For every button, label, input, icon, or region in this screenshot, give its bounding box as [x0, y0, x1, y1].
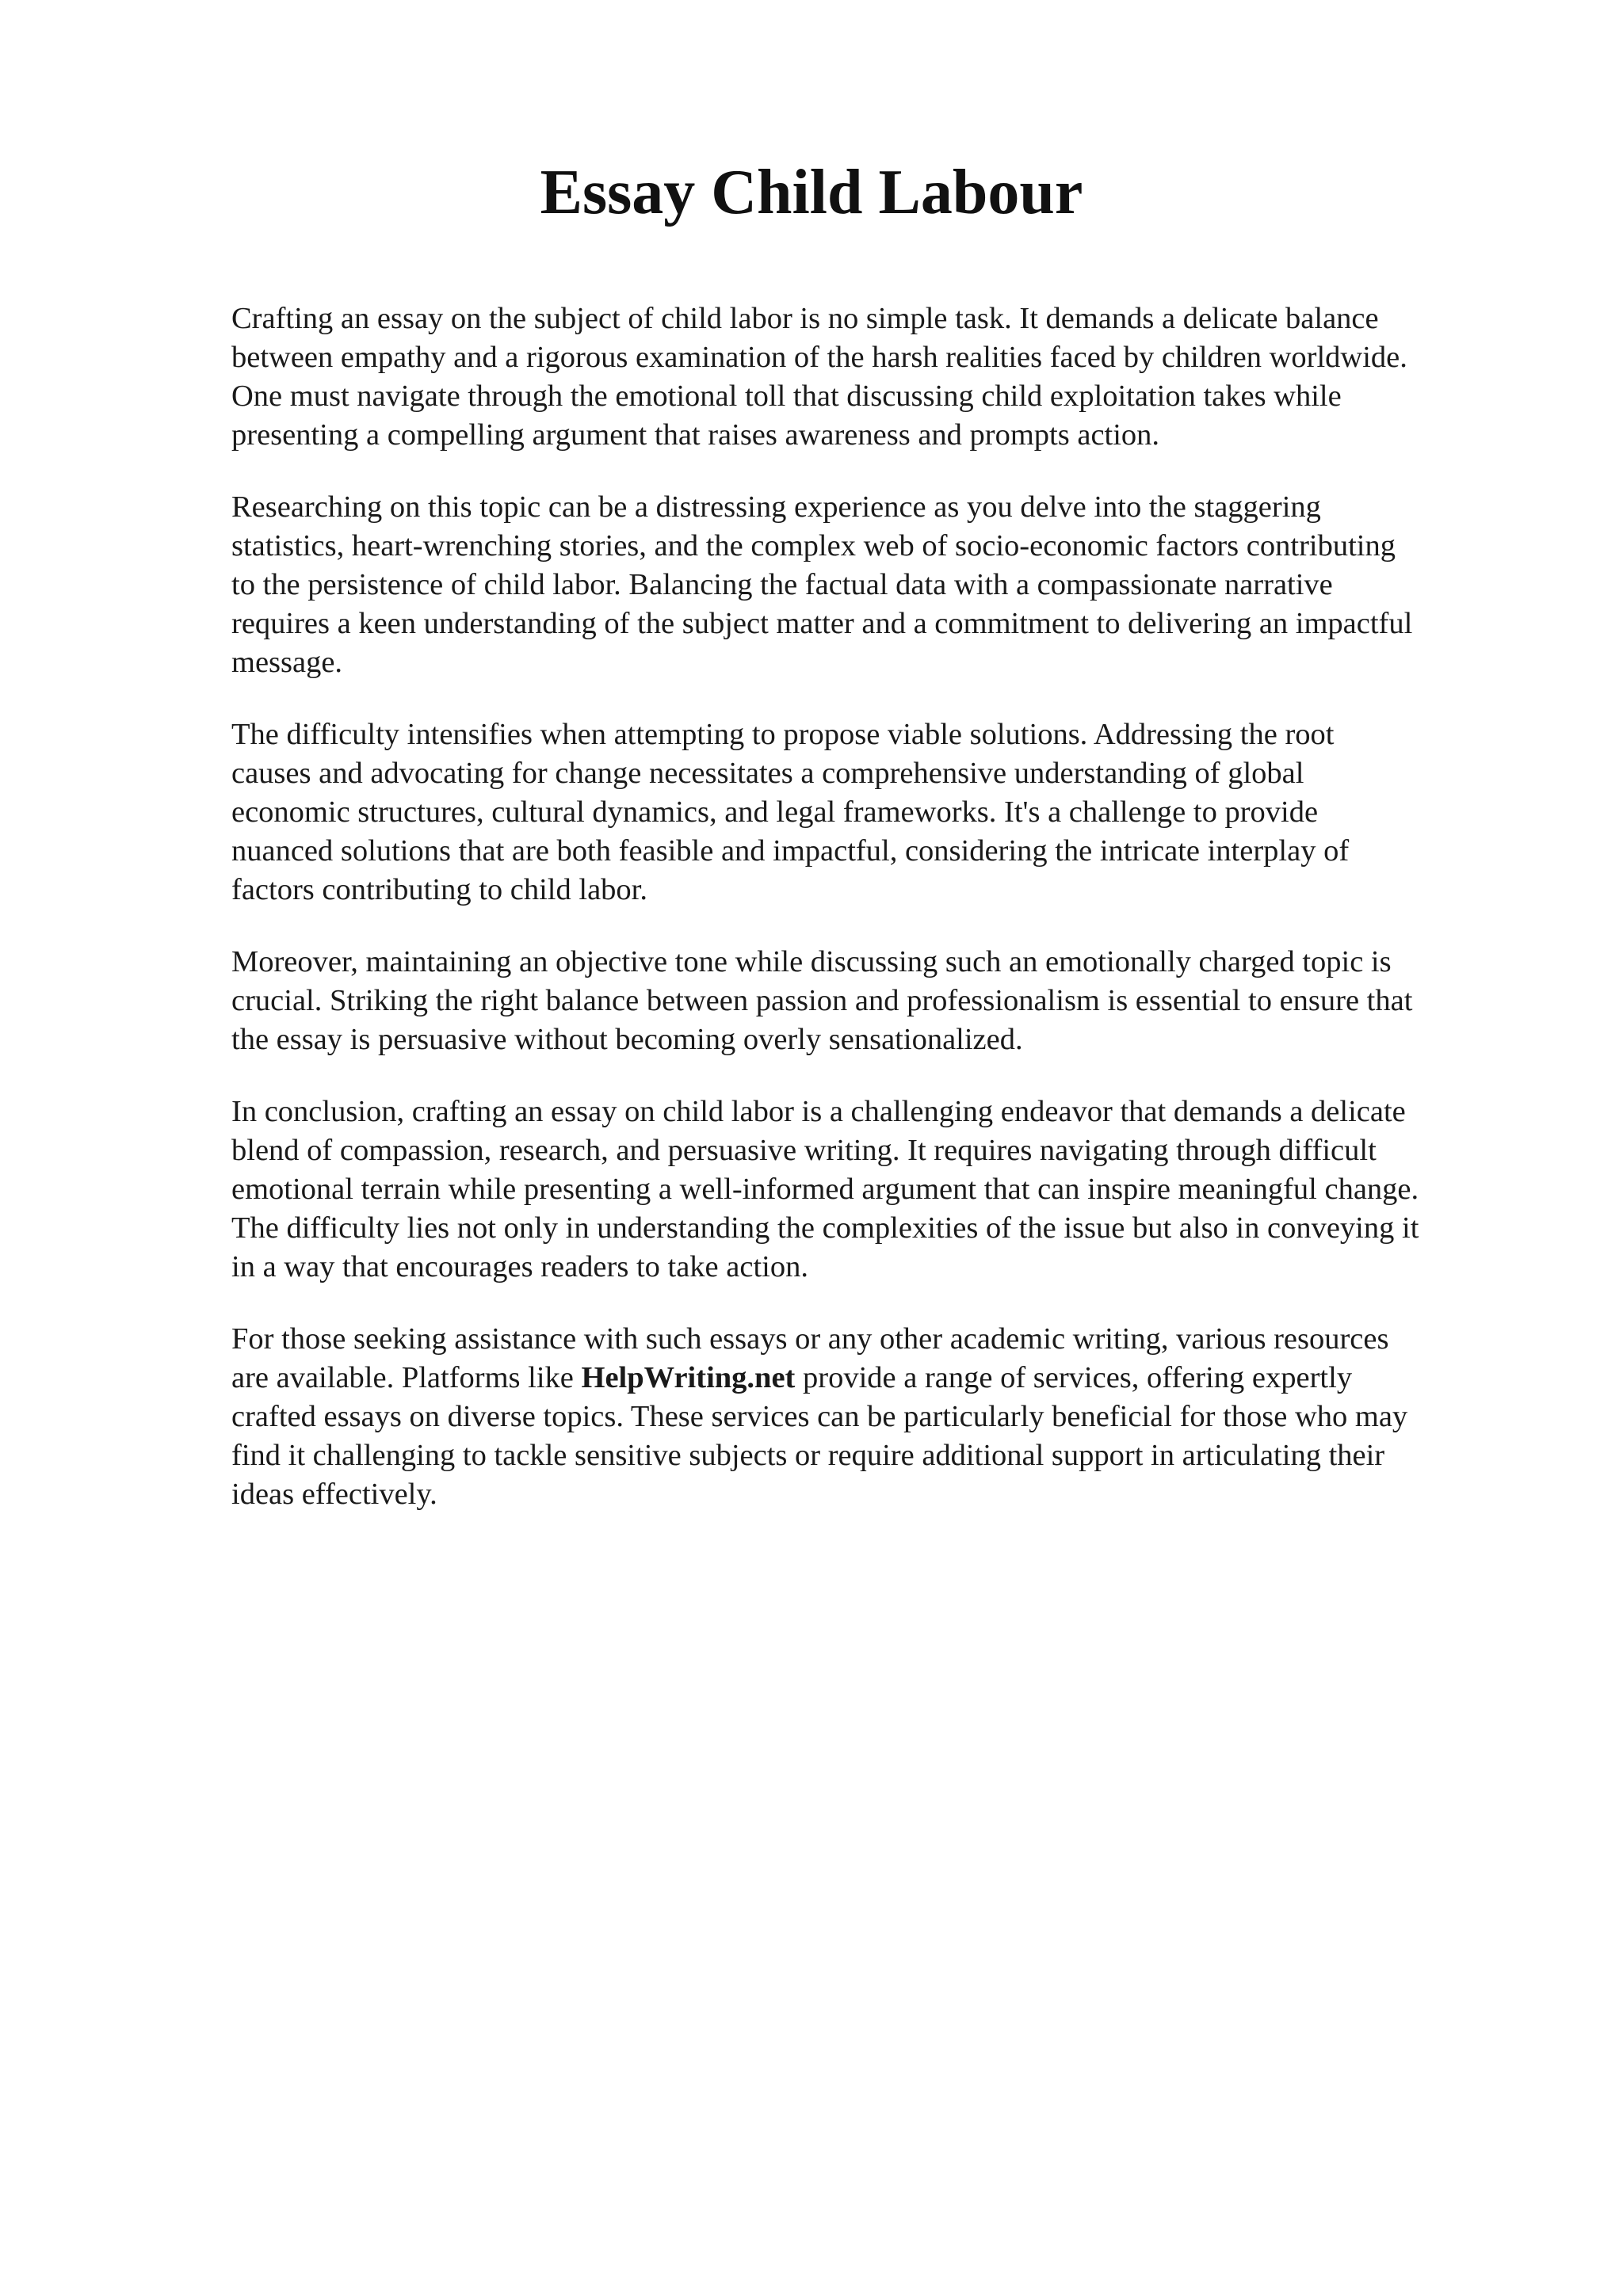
paragraph-line: Researching on this topic can be a distressing experience as you delve into the staggering — [231, 490, 1321, 524]
paragraph-line: message. — [231, 646, 343, 679]
paragraph-line: The difficulty intensifies when attempting to propose viable solutions. Addressing the root — [231, 718, 1335, 751]
paragraph-line-with-link — [231, 1359, 1515, 1398]
paragraph-line: nuanced solutions that are both feasible and impactful, considering the intricate interplay of — [231, 834, 1350, 868]
paragraph-line: Moreover, maintaining an objective tone while discussing such an emotionally charged topic is — [231, 945, 1392, 978]
paragraph-line: crafted essays on diverse topics. These services can be particularly beneficial for those who may — [231, 1400, 1408, 1433]
text-before-link: are available. Platforms like — [231, 1361, 582, 1394]
text-after-link: provide a range of services, offering expertly — [795, 1361, 1353, 1394]
paragraph-line: find it challenging to tackle sensitive subjects or require additional support in articulating their — [231, 1439, 1385, 1472]
paragraph-line: blend of compassion, research, and persuasive writing. It requires navigating through difficult — [231, 1134, 1377, 1167]
paragraph-line: In conclusion, crafting an essay on child labor is a challenging endeavor that demands a delicate — [231, 1095, 1406, 1128]
paragraph-line: statistics, heart-wrenching stories, and the complex web of socio-economic factors contributing — [231, 529, 1396, 563]
paragraph-4 — [231, 943, 1515, 1059]
paragraph-line: economic structures, cultural dynamics, and legal frameworks. It's a challenge to provide — [231, 795, 1319, 829]
paragraph-line: crucial. Striking the right balance between passion and professionalism is essential to ensure that — [231, 984, 1413, 1017]
paragraph-line: factors contributing to child labor. — [231, 873, 647, 906]
helpwriting-link[interactable]: HelpWriting.net — [581, 1361, 796, 1394]
paragraph-line: to the persistence of child labor. Balancing the factual data with a compassionate narrative — [231, 568, 1333, 601]
paragraph-line: ideas effectively. — [231, 1478, 437, 1511]
paragraph-line: in a way that encourages readers to take action. — [231, 1250, 808, 1283]
paragraph-5 — [231, 1093, 1515, 1287]
paragraph-line: between empathy and a rigorous examination of the harsh realities faced by children worldwide. — [231, 341, 1407, 374]
paragraph-line: For those seeking assistance with such essays or any other academic writing, various resources — [231, 1322, 1389, 1356]
paragraph-3 — [231, 715, 1515, 910]
paragraph-line: The difficulty lies not only in understanding the complexities of the issue but also in conveying it — [231, 1211, 1419, 1245]
paragraph-line: the essay is persuasive without becoming overly sensationalized. — [231, 1023, 1023, 1056]
document-body — [231, 299, 1515, 1547]
paragraph-line: emotional terrain while presenting a well-informed argument that can inspire meaningful change. — [231, 1173, 1419, 1206]
paragraph-line: Crafting an essay on the subject of child labor is no simple task. It demands a delicate balance — [231, 302, 1379, 335]
paragraph-line: presenting a compelling argument that raises awareness and prompts action. — [231, 418, 1160, 452]
document-title: Essay Child Labour — [540, 158, 1083, 227]
paragraph-line: One must navigate through the emotional toll that discussing child exploitation takes while — [231, 379, 1342, 413]
paragraph-1 — [231, 299, 1515, 455]
paragraph-line: requires a keen understanding of the subject matter and a commitment to delivering an impactful — [231, 607, 1413, 640]
paragraph-2 — [231, 488, 1515, 682]
paragraph-line: causes and advocating for change necessitates a comprehensive understanding of global — [231, 757, 1304, 790]
paragraph-6 — [231, 1320, 1515, 1514]
